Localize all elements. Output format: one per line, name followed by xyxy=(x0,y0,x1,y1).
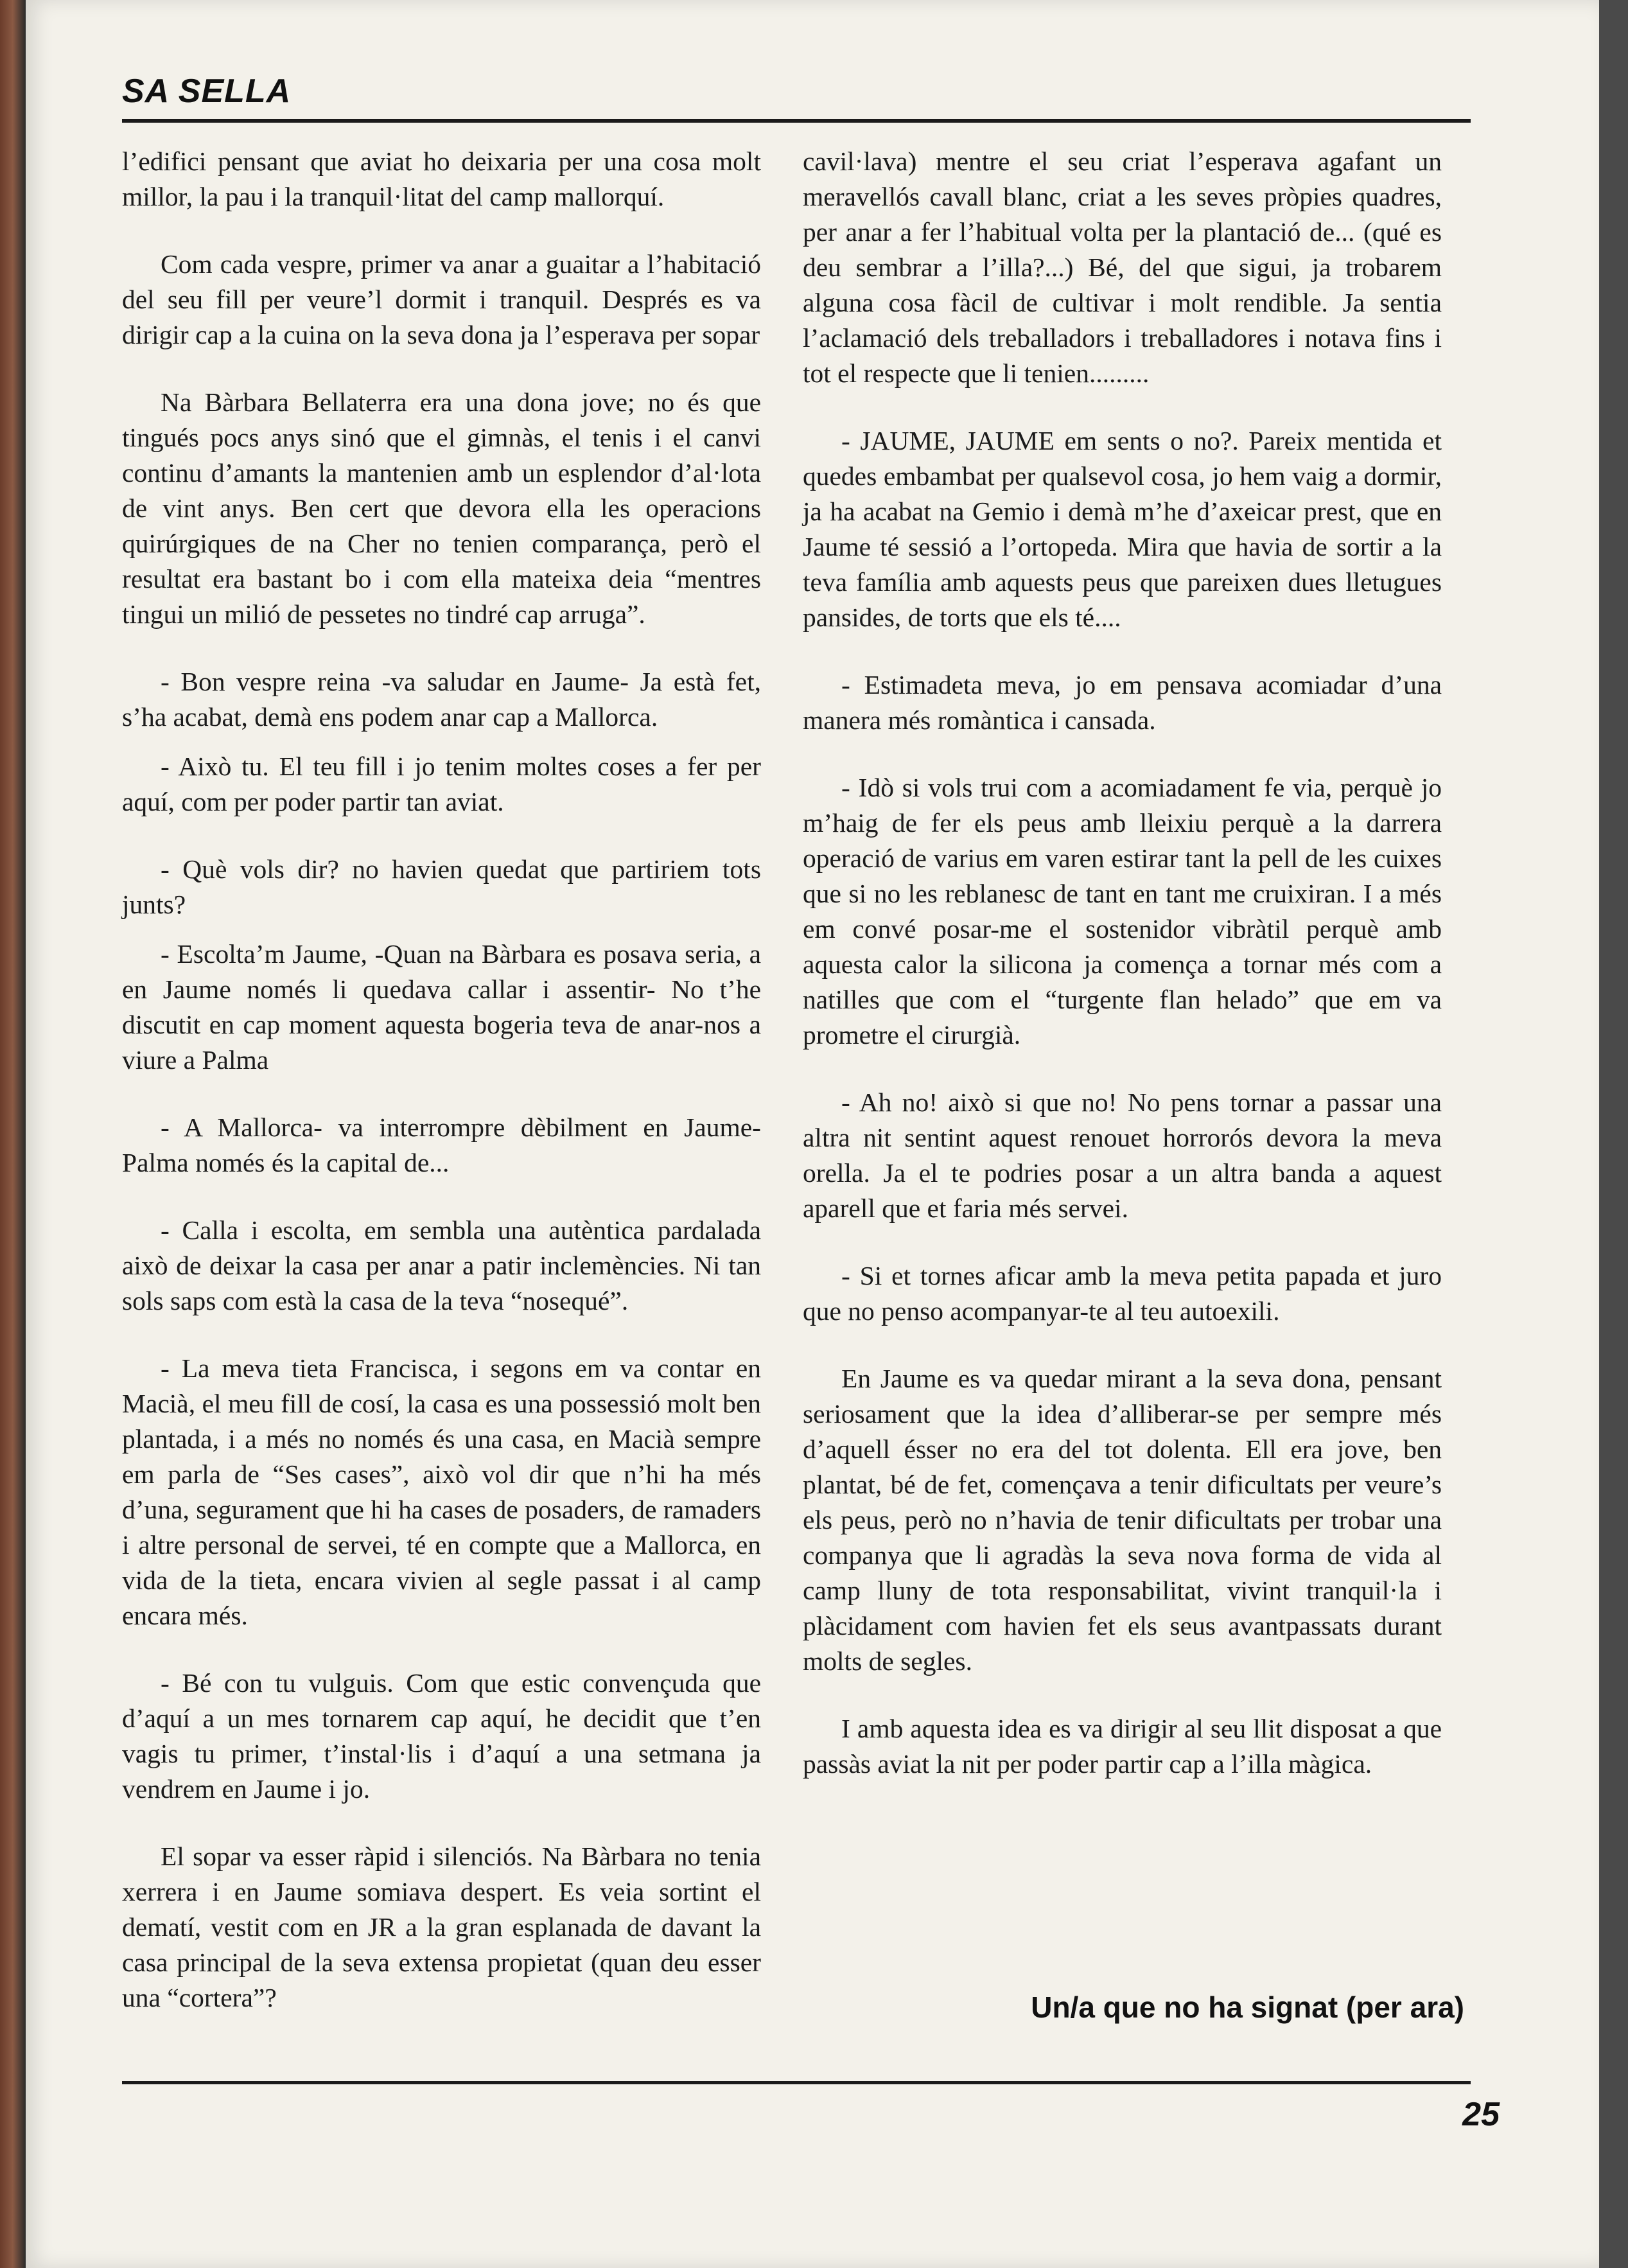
page-number: 25 xyxy=(1462,2096,1500,2133)
paragraph: - Això tu. El teu fill i jo tenim moltes coses a fer per aquí, com per poder partir tan aviat. xyxy=(122,752,761,816)
paragraph: En Jaume es va quedar mirant a la seva dona, pensant seriosament que la idea d’alliberar-se per sempre més d’aquell ésser no era del tot dolenta. Ell era jove, ben plantat, bé de fet, començava a tenir dificultats per veure’s els peus, però no n’havia de tenir dificultats per trobar una companya que li agradàs la seva nova forma de vida al camp lluny de tota responsabilitat, vivint tranquil·la i plàcidament com havien fet els seus avantpassats durant molts de segles. xyxy=(803,1364,1442,1676)
paragraph: - Bon vespre reina -va saludar en Jaume- Ja està fet, s’ha acabat, demà ens podem anar cap a Mallorca. xyxy=(122,667,761,732)
paragraph: - Calla i escolta, em sembla una autèntica pardalada això de deixar la casa per anar a patir inclemències. Ni tan sols saps com està la casa de la teva “nosequé”. xyxy=(122,1215,761,1315)
footer-rule xyxy=(122,2081,1471,2084)
author-signature: Un/a que no ha signat (per ara) xyxy=(1031,1991,1464,2024)
right-column xyxy=(803,144,1442,1814)
paragraph: l’edifici pensant que aviat ho deixaria per una cosa molt millor, la pau i la tranquil·litat del camp mallorquí. xyxy=(122,146,761,211)
paragraph: - JAUME, JAUME em sents o no?. Pareix mentida et quedes embambat per qualsevol cosa, jo hem vaig a dormir, ja ha acabat na Gemio i demà m’he d’axeicar prest, que en Jaume té sessió a l’ortopeda. Mira que havia de sortir a la teva família amb aquests peus que pareixen dues lletugues pansides, de torts que els té.... xyxy=(803,426,1442,632)
paragraph: - La meva tieta Francisca, i segons em va contar en Macià, el meu fill de cosí, la casa es una possessió molt ben plantada, i a més no només és una casa, en Macià sempre em parla de “Ses cases”, això vol dir que n’hi ha més d’una, segurament que hi ha cases de posaders, de ramaders i altre personal de servei, té en compte que a Mallorca, en vida de la tieta, encara vivien al segle passat i al camp encara més. xyxy=(122,1353,761,1630)
paragraph: - Si et tornes aficar amb la meva petita papada et juro que no penso acompanyar-te al teu autoexili. xyxy=(803,1261,1442,1326)
paragraph: Com cada vespre, primer va anar a guaitar a l’habitació del seu fill per veure’l dormit i tranquil. Després es va dirigir cap a la cuina on la seva dona ja l’esperava per sopar xyxy=(122,249,761,349)
left-column xyxy=(122,144,761,2048)
book-spine xyxy=(0,0,26,2268)
paragraph: - Idò si vols trui com a acomiadament fe via, perquè jo m’haig de fer els peus amb lleixiu perquè a la darrera operació de varius em varen estirar tant la pell de les cuixes que si no les reblanesc de tant en tant me cruixiran. I a més em convé posar-me el sostenidor vibràtil perquè amb aquesta calor la silicona ja comença a tornar més com a natilles que com el “turgente flan helado” que em va prometre el cirurgià. xyxy=(803,773,1442,1050)
paragraph: - Ah no! això si que no! No pens tornar a passar una altra nit sentint aquest renouet horrorós devora la meva orella. Ja el te podries posar a un altra banda a aquest aparell que et faria més servei. xyxy=(803,1087,1442,1223)
paragraph: - A Mallorca- va interrompre dèbilment en Jaume- Palma només és la capital de... xyxy=(122,1112,761,1177)
paragraph: I amb aquesta idea es va dirigir al seu llit disposat a que passàs aviat la nit per poder partir cap a l’illa màgica. xyxy=(803,1714,1442,1779)
paragraph: - Estimadeta meva, jo em pensava acomiadar d’una manera més romàntica i cansada. xyxy=(803,670,1442,735)
paragraph: - Bé con tu vulguis. Com que estic convençuda que d’aquí a un mes tornarem cap aquí, he decidit que t’en vagis tu primer, t’instal·lis i d’aquí a una setmana ja vendrem en Jaume i jo. xyxy=(122,1668,761,1804)
paragraph: El sopar va esser ràpid i silenciós. Na Bàrbara no tenia xerrera i en Jaume somiava despert. Es veia sortint el dematí, vestit com en JR a la gran esplanada de davant la casa principal de la seva extensa propietat (quan deu esser una “cortera”? xyxy=(122,1842,761,2012)
paragraph: - Escolta’m Jaume, -Quan na Bàrbara es posava seria, a en Jaume només li quedava callar i assentir- No t’he discutit en cap moment aquesta bogeria teva de anar-nos a viure a Palma xyxy=(122,939,761,1075)
paragraph: - Què vols dir? no havien quedat que partiriem tots junts? xyxy=(122,854,761,919)
header-rule xyxy=(122,119,1471,123)
paragraph: Na Bàrbara Bellaterra era una dona jove; no és que tingués pocs anys sinó que el gimnàs, el tenis i el canvi continu d’amants la mantenien amb un esplendor d’al·lota de vint anys. Ben cert que devora ella les operacions quirúrgiques de na Cher no tenien comparança, però el resultat era bastant bo i com ella mateixa deia “mentres tingui un milió de pessetes no tindré cap arruga”. xyxy=(122,387,761,629)
paragraph: cavil·lava) mentre el seu criat l’esperava agafant un meravellós cavall blanc, criat a les seves pròpies quadres, per anar a fer l’habitual volta per la plantació de... (qué es deu sembrar a l’illa?...) Bé, del que sigui, ja trobarem alguna cosa fàcil de cultivar i molt rendible. Ja sentia l’aclamació dels treballadors i treballadores i notava fins i tot el respecte que li tenien......... xyxy=(803,146,1442,388)
running-header: SA SELLA xyxy=(122,73,292,110)
